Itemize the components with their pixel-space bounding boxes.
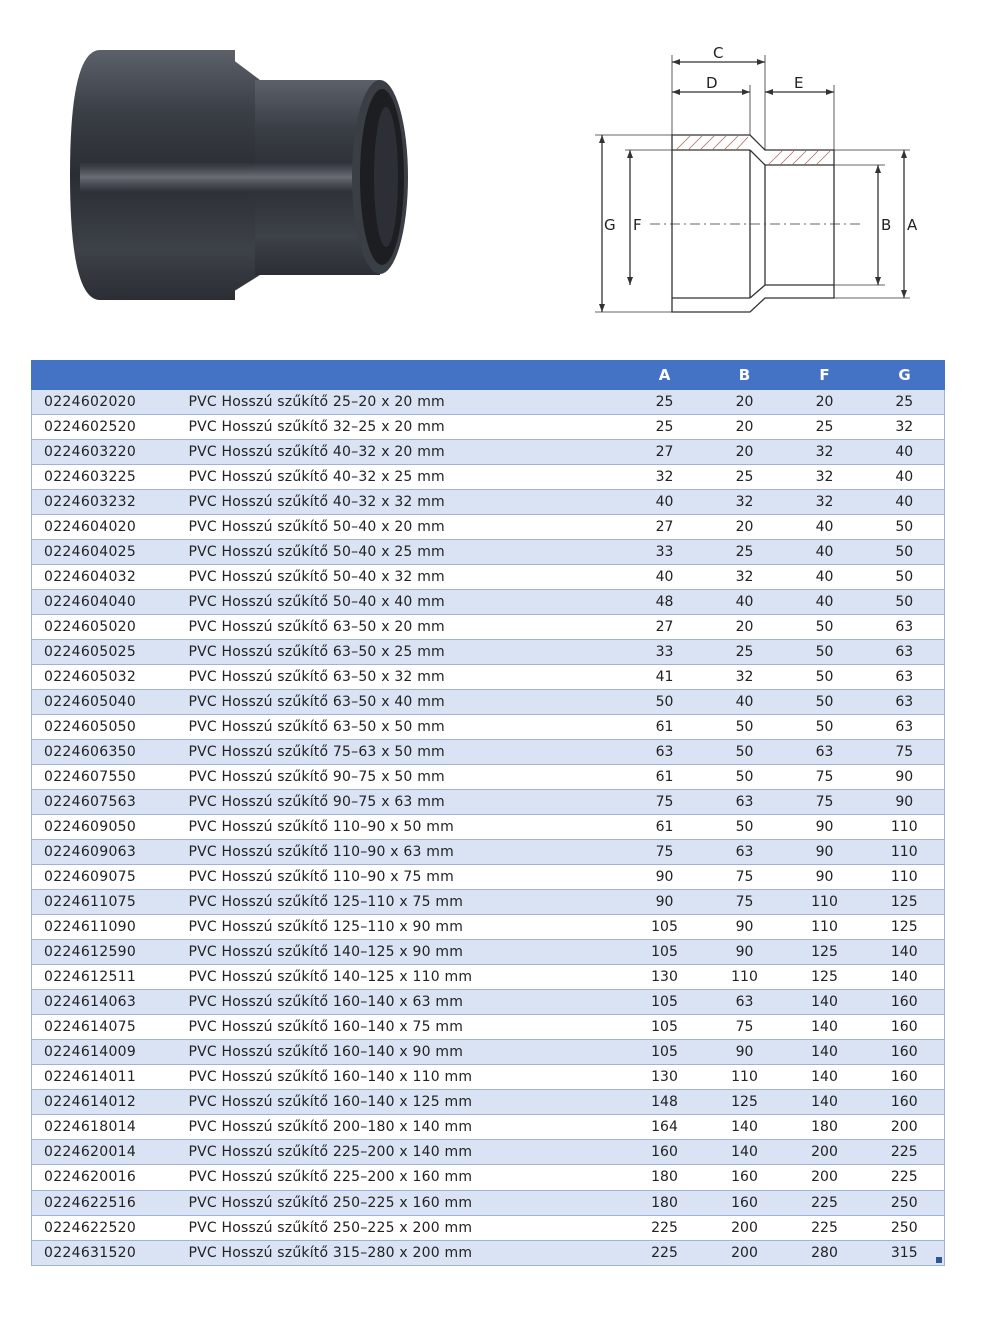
cell-code: 0224604032	[32, 565, 173, 590]
cell-description: PVC Hosszú szűkítő 160–140 x 63 mm	[173, 990, 625, 1015]
cell-b: 90	[705, 915, 785, 940]
cell-code: 0224612590	[32, 940, 173, 965]
cell-a: 75	[625, 790, 705, 815]
cell-g: 110	[865, 840, 945, 865]
cell-f: 225	[785, 1190, 865, 1215]
cell-g: 160	[865, 990, 945, 1015]
cell-code: 0224603220	[32, 440, 173, 465]
cell-a: 225	[625, 1215, 705, 1240]
cell-a: 50	[625, 690, 705, 715]
cell-b: 125	[705, 1090, 785, 1115]
cell-f: 50	[785, 715, 865, 740]
cell-f: 90	[785, 865, 865, 890]
cell-code: 0224603225	[32, 465, 173, 490]
cell-code: 0224604020	[32, 515, 173, 540]
cell-code: 0224622516	[32, 1190, 173, 1215]
label-f: F	[633, 216, 642, 234]
cell-description: PVC Hosszú szűkítő 250–225 x 200 mm	[173, 1215, 625, 1240]
cell-b: 20	[705, 615, 785, 640]
cell-description: PVC Hosszú szűkítő 250–225 x 160 mm	[173, 1190, 625, 1215]
cell-description: PVC Hosszú szűkítő 63–50 x 32 mm	[173, 665, 625, 690]
cell-f: 40	[785, 515, 865, 540]
cell-description: PVC Hosszú szűkítő 140–125 x 90 mm	[173, 940, 625, 965]
table-row	[32, 790, 945, 815]
table-row	[32, 1190, 945, 1215]
cell-code: 0224622520	[32, 1215, 173, 1240]
cell-a: 105	[625, 990, 705, 1015]
cell-a: 180	[625, 1190, 705, 1215]
cell-b: 20	[705, 440, 785, 465]
cell-a: 27	[625, 515, 705, 540]
cell-a: 130	[625, 965, 705, 990]
cell-description: PVC Hosszú szűkítő 315–280 x 200 mm	[173, 1240, 625, 1265]
cell-g: 160	[865, 1040, 945, 1065]
cell-a: 33	[625, 640, 705, 665]
cell-a: 41	[625, 665, 705, 690]
table-header-row	[32, 361, 945, 390]
cell-g: 50	[865, 590, 945, 615]
cell-b: 50	[705, 765, 785, 790]
cell-code: 0224605050	[32, 715, 173, 740]
cell-g: 50	[865, 540, 945, 565]
cell-g: 140	[865, 965, 945, 990]
cell-b: 50	[705, 740, 785, 765]
cell-f: 200	[785, 1140, 865, 1165]
cell-description: PVC Hosszú szűkítő 225–200 x 140 mm	[173, 1140, 625, 1165]
cell-a: 27	[625, 615, 705, 640]
cell-description: PVC Hosszú szűkítő 63–50 x 50 mm	[173, 715, 625, 740]
cell-f: 140	[785, 990, 865, 1015]
cell-g: 50	[865, 515, 945, 540]
cell-b: 20	[705, 390, 785, 415]
table-row	[32, 665, 945, 690]
table-row	[32, 565, 945, 590]
cell-f: 90	[785, 815, 865, 840]
dimension-drawing	[590, 40, 930, 330]
cell-description: PVC Hosszú szűkítő 160–140 x 125 mm	[173, 1090, 625, 1115]
header-code	[32, 361, 173, 390]
header-g: G	[865, 361, 945, 390]
cell-g: 225	[865, 1140, 945, 1165]
cell-description: PVC Hosszú szűkítő 50–40 x 25 mm	[173, 540, 625, 565]
table-row	[32, 465, 945, 490]
cell-f: 32	[785, 490, 865, 515]
cell-g: 63	[865, 665, 945, 690]
cell-a: 90	[625, 865, 705, 890]
cell-f: 50	[785, 665, 865, 690]
cell-f: 20	[785, 390, 865, 415]
cell-b: 110	[705, 965, 785, 990]
table-row	[32, 890, 945, 915]
cell-g: 63	[865, 615, 945, 640]
cell-b: 32	[705, 565, 785, 590]
cell-g: 40	[865, 490, 945, 515]
table-row	[32, 715, 945, 740]
label-b: B	[881, 216, 892, 234]
cell-b: 40	[705, 690, 785, 715]
cell-code: 0224618014	[32, 1115, 173, 1140]
table-row	[32, 990, 945, 1015]
cell-g: 110	[865, 865, 945, 890]
cell-description: PVC Hosszú szűkítő 140–125 x 110 mm	[173, 965, 625, 990]
table-row	[32, 940, 945, 965]
cell-code: 0224620014	[32, 1140, 173, 1165]
header-description	[173, 361, 625, 390]
table-row	[32, 515, 945, 540]
cell-g: 160	[865, 1015, 945, 1040]
cell-b: 140	[705, 1115, 785, 1140]
cell-b: 32	[705, 490, 785, 515]
cell-description: PVC Hosszú szűkítő 63–50 x 20 mm	[173, 615, 625, 640]
table-row	[32, 690, 945, 715]
table-row	[32, 740, 945, 765]
cell-code: 0224609063	[32, 840, 173, 865]
cell-g: 90	[865, 790, 945, 815]
cell-a: 32	[625, 465, 705, 490]
table-row	[32, 1115, 945, 1140]
cell-f: 50	[785, 640, 865, 665]
cell-b: 50	[705, 715, 785, 740]
cell-code: 0224614012	[32, 1090, 173, 1115]
label-g: G	[604, 216, 616, 234]
cell-g: 50	[865, 565, 945, 590]
cell-a: 25	[625, 390, 705, 415]
cell-a: 63	[625, 740, 705, 765]
cell-b: 75	[705, 890, 785, 915]
cell-code: 0224609075	[32, 865, 173, 890]
cell-a: 33	[625, 540, 705, 565]
cell-g: 250	[865, 1190, 945, 1215]
cell-g: 75	[865, 740, 945, 765]
cell-code: 0224614011	[32, 1065, 173, 1090]
cell-description: PVC Hosszú szűkítő 75–63 x 50 mm	[173, 740, 625, 765]
cell-b: 110	[705, 1065, 785, 1090]
cell-b: 75	[705, 1015, 785, 1040]
cell-description: PVC Hosszú szűkítő 50–40 x 20 mm	[173, 515, 625, 540]
cell-a: 75	[625, 840, 705, 865]
cell-g: 200	[865, 1115, 945, 1140]
cell-code: 0224611090	[32, 915, 173, 940]
cell-f: 200	[785, 1165, 865, 1190]
table-row	[32, 840, 945, 865]
table-row	[32, 865, 945, 890]
cell-description: PVC Hosszú szűkítő 160–140 x 90 mm	[173, 1040, 625, 1065]
cell-a: 225	[625, 1240, 705, 1265]
cell-code: 0224609050	[32, 815, 173, 840]
cell-f: 75	[785, 765, 865, 790]
header-a: A	[625, 361, 705, 390]
cell-a: 61	[625, 715, 705, 740]
cell-f: 32	[785, 465, 865, 490]
cell-f: 63	[785, 740, 865, 765]
cell-description: PVC Hosszú szűkítő 110–90 x 75 mm	[173, 865, 625, 890]
cell-description: PVC Hosszú szűkítő 225–200 x 160 mm	[173, 1165, 625, 1190]
cell-a: 105	[625, 1040, 705, 1065]
label-e: E	[794, 74, 804, 92]
cell-b: 50	[705, 815, 785, 840]
table-row	[32, 390, 945, 415]
table-row	[32, 1065, 945, 1090]
table-row	[32, 815, 945, 840]
cell-g: 250	[865, 1215, 945, 1240]
cell-g: 125	[865, 890, 945, 915]
cell-b: 25	[705, 540, 785, 565]
cell-description: PVC Hosszú szűkítő 125–110 x 75 mm	[173, 890, 625, 915]
cell-code: 0224604025	[32, 540, 173, 565]
header-b: B	[705, 361, 785, 390]
cell-g: 140	[865, 940, 945, 965]
cell-b: 75	[705, 865, 785, 890]
cell-f: 50	[785, 615, 865, 640]
cell-f: 180	[785, 1115, 865, 1140]
cell-code: 0224605032	[32, 665, 173, 690]
cell-f: 32	[785, 440, 865, 465]
table-row	[32, 490, 945, 515]
cell-b: 63	[705, 840, 785, 865]
cell-g: 110	[865, 815, 945, 840]
table-row	[32, 1015, 945, 1040]
cell-code: 0224611075	[32, 890, 173, 915]
cell-description: PVC Hosszú szűkítő 200–180 x 140 mm	[173, 1115, 625, 1140]
cell-code: 0224607563	[32, 790, 173, 815]
table-row	[32, 590, 945, 615]
cell-code: 0224605025	[32, 640, 173, 665]
cell-f: 40	[785, 565, 865, 590]
cell-code: 0224602020	[32, 390, 173, 415]
cell-a: 40	[625, 490, 705, 515]
table-row	[32, 1090, 945, 1115]
cell-f: 40	[785, 540, 865, 565]
cell-description: PVC Hosszú szűkítő 125–110 x 90 mm	[173, 915, 625, 940]
cell-code: 0224607550	[32, 765, 173, 790]
cell-description: PVC Hosszú szűkítő 110–90 x 63 mm	[173, 840, 625, 865]
table-row	[32, 1165, 945, 1190]
cell-g: 40	[865, 465, 945, 490]
cell-a: 180	[625, 1165, 705, 1190]
product-table	[31, 360, 945, 1266]
cell-g: 90	[865, 765, 945, 790]
label-c: C	[713, 44, 724, 62]
cell-description: PVC Hosszú szűkítő 63–50 x 40 mm	[173, 690, 625, 715]
cell-g: 125	[865, 915, 945, 940]
cell-f: 140	[785, 1090, 865, 1115]
cell-g: 40	[865, 440, 945, 465]
cell-b: 90	[705, 1040, 785, 1065]
cell-g: 63	[865, 715, 945, 740]
table-row	[32, 640, 945, 665]
table-row	[32, 615, 945, 640]
cell-f: 280	[785, 1240, 865, 1265]
cell-a: 90	[625, 890, 705, 915]
product-photo	[60, 50, 430, 320]
cell-code: 0224604040	[32, 590, 173, 615]
cell-b: 40	[705, 590, 785, 615]
cell-description: PVC Hosszú szűkítő 90–75 x 50 mm	[173, 765, 625, 790]
cell-description: PVC Hosszú szűkítő 25–20 x 20 mm	[173, 390, 625, 415]
cell-description: PVC Hosszú szűkítő 32–25 x 20 mm	[173, 415, 625, 440]
cell-b: 20	[705, 415, 785, 440]
cell-description: PVC Hosszú szűkítő 40–32 x 20 mm	[173, 440, 625, 465]
header-f: F	[785, 361, 865, 390]
cell-description: PVC Hosszú szűkítő 50–40 x 32 mm	[173, 565, 625, 590]
cell-f: 110	[785, 915, 865, 940]
cell-g: 160	[865, 1065, 945, 1090]
cell-f: 90	[785, 840, 865, 865]
cell-a: 130	[625, 1065, 705, 1090]
label-a: A	[907, 216, 918, 234]
cell-b: 63	[705, 990, 785, 1015]
cell-b: 63	[705, 790, 785, 815]
cell-b: 160	[705, 1190, 785, 1215]
cell-b: 90	[705, 940, 785, 965]
cell-code: 0224631520	[32, 1240, 173, 1265]
cell-a: 48	[625, 590, 705, 615]
label-d: D	[706, 74, 718, 92]
table-row	[32, 1240, 945, 1265]
cell-a: 160	[625, 1140, 705, 1165]
cell-g: 32	[865, 415, 945, 440]
cell-a: 27	[625, 440, 705, 465]
cell-a: 148	[625, 1090, 705, 1115]
cell-g: 63	[865, 640, 945, 665]
cell-description: PVC Hosszú szűkítő 90–75 x 63 mm	[173, 790, 625, 815]
cell-a: 105	[625, 915, 705, 940]
table-row	[32, 440, 945, 465]
cell-f: 25	[785, 415, 865, 440]
cell-code: 0224612511	[32, 965, 173, 990]
cell-b: 160	[705, 1165, 785, 1190]
cell-code: 0224614063	[32, 990, 173, 1015]
cell-g: 160	[865, 1090, 945, 1115]
cell-code: 0224605040	[32, 690, 173, 715]
cell-b: 25	[705, 465, 785, 490]
cell-f: 125	[785, 965, 865, 990]
cell-description: PVC Hosszú szűkítő 50–40 x 40 mm	[173, 590, 625, 615]
cell-code: 0224606350	[32, 740, 173, 765]
cell-f: 140	[785, 1065, 865, 1090]
table-row	[32, 1040, 945, 1065]
cell-description: PVC Hosszú szűkítő 40–32 x 32 mm	[173, 490, 625, 515]
cell-a: 61	[625, 765, 705, 790]
cell-description: PVC Hosszú szűkítő 160–140 x 75 mm	[173, 1015, 625, 1040]
table-row	[32, 765, 945, 790]
table-row	[32, 1215, 945, 1240]
selection-handle[interactable]	[936, 1257, 942, 1263]
cell-g: 63	[865, 690, 945, 715]
cell-code: 0224602520	[32, 415, 173, 440]
cell-f: 50	[785, 690, 865, 715]
cell-code: 0224605020	[32, 615, 173, 640]
cell-a: 105	[625, 940, 705, 965]
cell-b: 20	[705, 515, 785, 540]
cell-b: 140	[705, 1140, 785, 1165]
cell-f: 225	[785, 1215, 865, 1240]
table-row	[32, 915, 945, 940]
cell-f: 140	[785, 1015, 865, 1040]
table-row	[32, 965, 945, 990]
cell-f: 125	[785, 940, 865, 965]
cell-g: 25	[865, 390, 945, 415]
cell-code: 0224620016	[32, 1165, 173, 1190]
cell-description: PVC Hosszú szűkítő 160–140 x 110 mm	[173, 1065, 625, 1090]
cell-a: 40	[625, 565, 705, 590]
cell-f: 110	[785, 890, 865, 915]
cell-g: 225	[865, 1165, 945, 1190]
cell-f: 40	[785, 590, 865, 615]
cell-code: 0224614009	[32, 1040, 173, 1065]
cell-a: 25	[625, 415, 705, 440]
cell-a: 164	[625, 1115, 705, 1140]
cell-f: 75	[785, 790, 865, 815]
cell-b: 200	[705, 1240, 785, 1265]
table-row	[32, 415, 945, 440]
cell-description: PVC Hosszú szűkítő 63–50 x 25 mm	[173, 640, 625, 665]
cell-g: 315	[865, 1240, 945, 1265]
table-row	[32, 540, 945, 565]
cell-b: 200	[705, 1215, 785, 1240]
cell-a: 61	[625, 815, 705, 840]
cell-a: 105	[625, 1015, 705, 1040]
table-row	[32, 1140, 945, 1165]
cell-f: 140	[785, 1040, 865, 1065]
cell-description: PVC Hosszú szűkítő 40–32 x 25 mm	[173, 465, 625, 490]
cell-code: 0224603232	[32, 490, 173, 515]
cell-b: 25	[705, 640, 785, 665]
cell-description: PVC Hosszú szűkítő 110–90 x 50 mm	[173, 815, 625, 840]
cell-b: 32	[705, 665, 785, 690]
cell-code: 0224614075	[32, 1015, 173, 1040]
